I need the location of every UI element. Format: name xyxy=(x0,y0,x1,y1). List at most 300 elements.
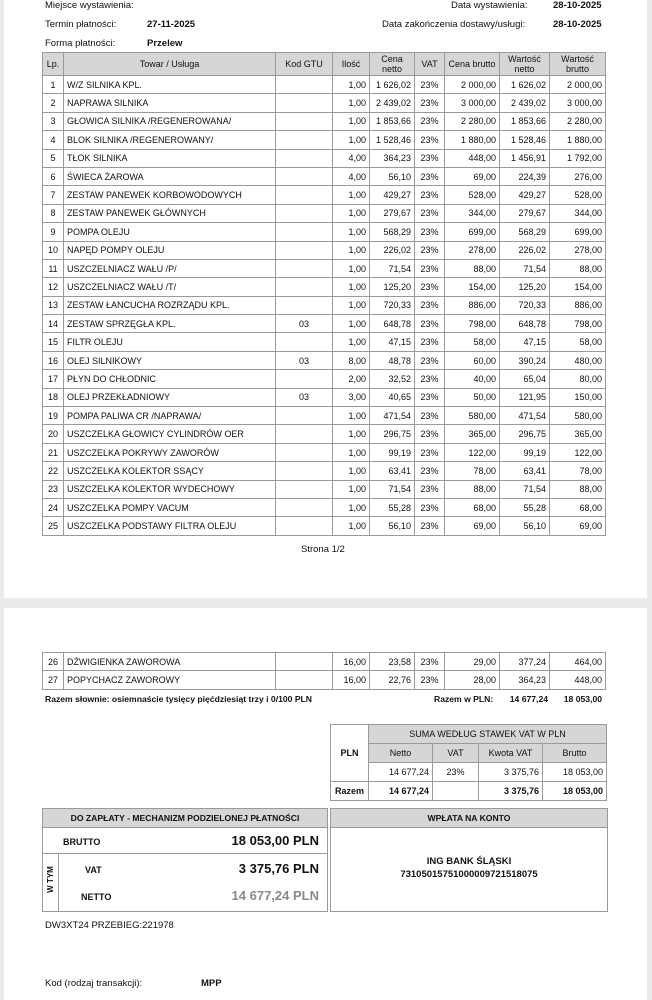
col-net-price: Cena netto xyxy=(370,53,415,76)
cell-gtu xyxy=(276,223,333,241)
table-row xyxy=(43,76,606,94)
table-row xyxy=(43,94,606,112)
cell-net-price: 32,52 xyxy=(370,370,415,388)
cell-gross-price: 29,00 xyxy=(445,653,500,671)
cell-gross-price: 528,00 xyxy=(445,186,500,204)
cell-name: ZESTAW SPRZĘGŁA KPL. xyxy=(64,315,276,333)
cell-net-price: 48,78 xyxy=(370,351,415,369)
cell-gross-price: 69,00 xyxy=(445,167,500,185)
bank-account: 73105015751000009721518075 xyxy=(400,869,538,880)
cell-qty: 3,00 xyxy=(333,388,370,406)
cell-net-value: 63,41 xyxy=(500,462,550,480)
cell-gtu xyxy=(276,498,333,516)
cell-gross-value: 150,00 xyxy=(550,388,606,406)
cell-net-value: 99,19 xyxy=(500,443,550,461)
cell-vat: 23% xyxy=(415,425,445,443)
cell-gtu xyxy=(276,149,333,167)
cell-gtu xyxy=(276,443,333,461)
cell-net-price: 364,23 xyxy=(370,149,415,167)
cell-qty: 4,00 xyxy=(333,149,370,167)
cell-name: PŁYN DO CHŁODNIC xyxy=(64,370,276,388)
cell-name: ZESTAW PANEWEK GŁÓWNYCH xyxy=(64,204,276,222)
cell-vat: 23% xyxy=(415,333,445,351)
cell-name: POPYCHACZ ZAWOROWY xyxy=(64,671,276,689)
payment-net-value: 14 677,24 PLN xyxy=(231,888,319,903)
cell-gtu xyxy=(276,425,333,443)
cell-net-price: 279,67 xyxy=(370,204,415,222)
cell-gross-price: 58,00 xyxy=(445,333,500,351)
col-gtu: Kod GTU xyxy=(276,53,333,76)
cell-gross-price: 278,00 xyxy=(445,241,500,259)
cell-qty: 1,00 xyxy=(333,498,370,516)
cell-net-value: 224,39 xyxy=(500,167,550,185)
table-row xyxy=(43,241,606,259)
cell-gross-value: 798,00 xyxy=(550,315,606,333)
cell-gross-value: 480,00 xyxy=(550,351,606,369)
cell-gross-price: 154,00 xyxy=(445,278,500,296)
cell-net-price: 226,02 xyxy=(370,241,415,259)
cell-gtu xyxy=(276,241,333,259)
cell-gross-value: 1 880,00 xyxy=(550,131,606,149)
cell-vat: 23% xyxy=(415,370,445,388)
cell-name: FILTR OLEJU xyxy=(64,333,276,351)
cell-gross-price: 28,00 xyxy=(445,671,500,689)
cell-lp: 24 xyxy=(43,498,64,516)
cell-qty: 1,00 xyxy=(333,204,370,222)
cell-gross-value: 464,00 xyxy=(550,653,606,671)
cell-gross-price: 3 000,00 xyxy=(445,94,500,112)
cell-gross-value: 88,00 xyxy=(550,259,606,277)
cell-lp: 10 xyxy=(43,241,64,259)
cell-net-value: 47,15 xyxy=(500,333,550,351)
cell-name: OLEJ PRZEKŁADNIOWY xyxy=(64,388,276,406)
cell-gross-price: 798,00 xyxy=(445,315,500,333)
cell-gross-price: 344,00 xyxy=(445,204,500,222)
vat-net: 14 677,24 xyxy=(369,763,433,782)
vehicle-note: DW3XT24 PRZEBIEG:221978 xyxy=(45,920,174,931)
table-row xyxy=(43,112,606,130)
payment-form: Przelew xyxy=(147,38,183,49)
cell-net-price: 568,29 xyxy=(370,223,415,241)
cell-gross-price: 60,00 xyxy=(445,351,500,369)
payment-side-label: W TYM xyxy=(46,866,55,893)
table-row xyxy=(43,370,606,388)
cell-qty: 1,00 xyxy=(333,425,370,443)
table-row xyxy=(43,462,606,480)
cell-gross-price: 88,00 xyxy=(445,480,500,498)
payment-vat-value: 3 375,76 PLN xyxy=(238,861,319,876)
cell-vat: 23% xyxy=(415,498,445,516)
cell-lp: 9 xyxy=(43,223,64,241)
page-number: Strona 1/2 xyxy=(301,544,345,555)
cell-qty: 1,00 xyxy=(333,259,370,277)
cell-qty: 8,00 xyxy=(333,351,370,369)
table-row xyxy=(43,149,606,167)
cell-name: TŁOK SILNIKA xyxy=(64,149,276,167)
cell-gross-price: 580,00 xyxy=(445,407,500,425)
cell-vat: 23% xyxy=(415,462,445,480)
cell-lp: 17 xyxy=(43,370,64,388)
cell-vat: 23% xyxy=(415,223,445,241)
cell-net-value: 568,29 xyxy=(500,223,550,241)
vat-h-gross: Brutto xyxy=(543,744,607,763)
cell-qty: 2,00 xyxy=(333,370,370,388)
col-gross-price: Cena brutto xyxy=(445,53,500,76)
cell-qty: 1,00 xyxy=(333,278,370,296)
cell-net-price: 56,10 xyxy=(370,517,415,535)
cell-name: USZCZELKA PODSTAWY FILTRA OLEJU xyxy=(64,517,276,535)
cell-vat: 23% xyxy=(415,407,445,425)
cell-gtu xyxy=(276,278,333,296)
vat-h-net: Netto xyxy=(369,744,433,763)
cell-gtu: 03 xyxy=(276,351,333,369)
cell-gross-value: 886,00 xyxy=(550,296,606,314)
transaction-code: MPP xyxy=(201,978,222,989)
cell-gross-price: 886,00 xyxy=(445,296,500,314)
cell-name: DŹWIGIENKA ZAWOROWA xyxy=(64,653,276,671)
bank-title: WPŁATA NA KONTO xyxy=(331,809,607,828)
total-in-words: Razem słownie: osiemnaście tysięcy pięćdziesiąt trzy i 0/100 PLN xyxy=(45,694,313,704)
cell-qty: 1,00 xyxy=(333,186,370,204)
cell-name: POMPA PALIWA CR /NAPRAWA/ xyxy=(64,407,276,425)
col-vat: VAT xyxy=(415,53,445,76)
payment-box xyxy=(42,808,328,912)
table-row xyxy=(43,517,606,535)
cell-gross-price: 88,00 xyxy=(445,259,500,277)
cell-gross-value: 699,00 xyxy=(550,223,606,241)
cell-lp: 2 xyxy=(43,94,64,112)
cell-qty: 16,00 xyxy=(333,671,370,689)
cell-net-price: 71,54 xyxy=(370,480,415,498)
payment-title: DO ZAPŁATY - MECHANIZM PODZIELONEJ PŁATNOŚCI xyxy=(43,809,327,828)
table-row xyxy=(43,671,606,689)
cell-vat: 23% xyxy=(415,278,445,296)
col-lp: Lp. xyxy=(43,53,64,76)
cell-vat: 23% xyxy=(415,388,445,406)
cell-gross-value: 68,00 xyxy=(550,498,606,516)
cell-net-value: 377,24 xyxy=(500,653,550,671)
payment-gross-value: 18 053,00 PLN xyxy=(231,833,319,848)
cell-net-value: 390,24 xyxy=(500,351,550,369)
cell-gross-value: 3 000,00 xyxy=(550,94,606,112)
cell-vat: 23% xyxy=(415,671,445,689)
cell-net-price: 125,20 xyxy=(370,278,415,296)
cell-qty: 1,00 xyxy=(333,94,370,112)
cell-vat: 23% xyxy=(415,315,445,333)
cell-gross-value: 276,00 xyxy=(550,167,606,185)
cell-qty: 1,00 xyxy=(333,480,370,498)
table-row xyxy=(43,223,606,241)
vat-summary-table xyxy=(330,724,607,801)
cell-vat: 23% xyxy=(415,653,445,671)
cell-qty: 1,00 xyxy=(333,443,370,461)
cell-lp: 1 xyxy=(43,76,64,94)
cell-gtu xyxy=(276,671,333,689)
payment-gross-label: BRUTTO xyxy=(63,837,101,847)
cell-net-price: 1 528,46 xyxy=(370,131,415,149)
cell-net-value: 65,04 xyxy=(500,370,550,388)
cell-net-price: 1 853,66 xyxy=(370,112,415,130)
due-date: 27-11-2025 xyxy=(147,19,196,30)
cell-qty: 1,00 xyxy=(333,223,370,241)
cell-net-price: 23,58 xyxy=(370,653,415,671)
table-row xyxy=(43,480,606,498)
cell-gross-price: 50,00 xyxy=(445,388,500,406)
cell-lp: 5 xyxy=(43,149,64,167)
vat-total-gross: 18 053,00 xyxy=(543,782,607,801)
vat-total-net: 14 677,24 xyxy=(369,782,433,801)
cell-gross-value: 2 000,00 xyxy=(550,76,606,94)
cell-name: OLEJ SILNIKOWY xyxy=(64,351,276,369)
cell-lp: 18 xyxy=(43,388,64,406)
cell-lp: 8 xyxy=(43,204,64,222)
sum-net: 14 677,24 xyxy=(509,694,548,704)
cell-net-price: 471,54 xyxy=(370,407,415,425)
table-row xyxy=(43,333,606,351)
cell-net-value: 2 439,02 xyxy=(500,94,550,112)
cell-vat: 23% xyxy=(415,296,445,314)
cell-lp: 12 xyxy=(43,278,64,296)
cell-gtu xyxy=(276,407,333,425)
cell-name: POMPA OLEJU xyxy=(64,223,276,241)
cell-net-value: 720,33 xyxy=(500,296,550,314)
cell-qty: 1,00 xyxy=(333,76,370,94)
items-table xyxy=(42,52,606,536)
table-row xyxy=(43,351,606,369)
cell-vat: 23% xyxy=(415,259,445,277)
cell-vat: 23% xyxy=(415,443,445,461)
vat-summary-title: SUMA WEDŁUG STAWEK VAT W PLN xyxy=(369,725,607,744)
cell-name: USZCZELNIACZ WAŁU /T/ xyxy=(64,278,276,296)
cell-lp: 25 xyxy=(43,517,64,535)
cell-qty: 1,00 xyxy=(333,296,370,314)
cell-gross-price: 69,00 xyxy=(445,517,500,535)
cell-gross-price: 40,00 xyxy=(445,370,500,388)
cell-gross-price: 68,00 xyxy=(445,498,500,516)
cell-net-price: 71,54 xyxy=(370,259,415,277)
sum-label: Razem w PLN: xyxy=(434,694,494,704)
cell-lp: 7 xyxy=(43,186,64,204)
cell-vat: 23% xyxy=(415,94,445,112)
cell-qty: 1,00 xyxy=(333,333,370,351)
cell-gtu xyxy=(276,462,333,480)
cell-gross-value: 78,00 xyxy=(550,462,606,480)
cell-gross-value: 2 280,00 xyxy=(550,112,606,130)
cell-qty: 1,00 xyxy=(333,112,370,130)
table-row xyxy=(43,498,606,516)
cell-name: ZESTAW ŁANCUCHA ROZRZĄDU KPL. xyxy=(64,296,276,314)
payment-vat-label: VAT xyxy=(85,865,102,875)
table-row xyxy=(43,296,606,314)
cell-gross-price: 1 880,00 xyxy=(445,131,500,149)
cell-name: W/Z SILNIKA KPL. xyxy=(64,76,276,94)
cell-net-value: 226,02 xyxy=(500,241,550,259)
cell-gtu xyxy=(276,204,333,222)
cell-gtu xyxy=(276,296,333,314)
cell-gross-value: 344,00 xyxy=(550,204,606,222)
cell-vat: 23% xyxy=(415,186,445,204)
cell-gtu: 03 xyxy=(276,388,333,406)
cell-net-value: 1 853,66 xyxy=(500,112,550,130)
due-date-label: Termin płatności: xyxy=(45,19,117,30)
cell-lp: 21 xyxy=(43,443,64,461)
cell-net-value: 55,28 xyxy=(500,498,550,516)
invoice-page-2 xyxy=(4,608,647,1000)
cell-net-price: 296,75 xyxy=(370,425,415,443)
cell-name: USZCZELKA KOLEKTOR WYDECHOWY xyxy=(64,480,276,498)
sum-gross: 18 053,00 xyxy=(563,694,602,704)
table-row xyxy=(43,653,606,671)
cell-vat: 23% xyxy=(415,204,445,222)
cell-name: USZCZELKA KOLEKTOR SSĄCY xyxy=(64,462,276,480)
cell-gtu xyxy=(276,76,333,94)
cell-lp: 19 xyxy=(43,407,64,425)
cell-net-price: 22,76 xyxy=(370,671,415,689)
cell-vat: 23% xyxy=(415,351,445,369)
cell-net-price: 56,10 xyxy=(370,167,415,185)
cell-net-price: 1 626,02 xyxy=(370,76,415,94)
cell-vat: 23% xyxy=(415,131,445,149)
col-qty: Ilość xyxy=(333,53,370,76)
cell-lp: 11 xyxy=(43,259,64,277)
bank-name: ING BANK ŚLĄSKI xyxy=(426,856,512,867)
payment-side-column xyxy=(43,853,59,911)
cell-gross-value: 448,00 xyxy=(550,671,606,689)
cell-lp: 23 xyxy=(43,480,64,498)
cell-vat: 23% xyxy=(415,517,445,535)
cell-gross-value: 278,00 xyxy=(550,241,606,259)
cell-lp: 20 xyxy=(43,425,64,443)
cell-name: USZCZELKA GŁOWICY CYLINDRÓW OER xyxy=(64,425,276,443)
cell-gross-price: 2 280,00 xyxy=(445,112,500,130)
cell-gross-value: 1 792,00 xyxy=(550,149,606,167)
cell-net-value: 71,54 xyxy=(500,259,550,277)
cell-gross-value: 69,00 xyxy=(550,517,606,535)
col-net-value: Wartość netto xyxy=(500,53,550,76)
table-row xyxy=(43,315,606,333)
cell-net-price: 2 439,02 xyxy=(370,94,415,112)
cell-vat: 23% xyxy=(415,149,445,167)
cell-qty: 1,00 xyxy=(333,462,370,480)
vat-h-rate: VAT xyxy=(433,744,479,763)
vat-rate: 23% xyxy=(433,763,479,782)
cell-qty: 16,00 xyxy=(333,653,370,671)
cell-name: NAPĘD POMPY OLEJU xyxy=(64,241,276,259)
cell-name: NAPRAWA SILNIKA xyxy=(64,94,276,112)
table-row xyxy=(43,259,606,277)
cell-name: USZCZELKA POKRYWY ZAWORÓW xyxy=(64,443,276,461)
table-row xyxy=(43,186,606,204)
invoice-page-1 xyxy=(4,0,647,598)
cell-gross-price: 78,00 xyxy=(445,462,500,480)
cell-gtu xyxy=(276,167,333,185)
cell-name: USZCZELNIACZ WAŁU /P/ xyxy=(64,259,276,277)
cell-lp: 14 xyxy=(43,315,64,333)
col-name: Towar / Usługa xyxy=(64,53,276,76)
cell-lp: 6 xyxy=(43,167,64,185)
cell-gross-value: 154,00 xyxy=(550,278,606,296)
vat-total-label: Razem xyxy=(331,782,369,801)
cell-net-value: 1 626,02 xyxy=(500,76,550,94)
cell-gtu xyxy=(276,186,333,204)
cell-gross-value: 528,00 xyxy=(550,186,606,204)
issue-date: 28-10-2025 xyxy=(553,0,602,11)
cell-gross-value: 365,00 xyxy=(550,425,606,443)
cell-net-value: 471,54 xyxy=(500,407,550,425)
cell-net-value: 279,67 xyxy=(500,204,550,222)
cell-lp: 3 xyxy=(43,112,64,130)
cell-name: ŚWIECA ŻAROWA xyxy=(64,167,276,185)
cell-gtu xyxy=(276,480,333,498)
cell-qty: 4,00 xyxy=(333,167,370,185)
cell-net-price: 63,41 xyxy=(370,462,415,480)
cell-gtu xyxy=(276,259,333,277)
cell-vat: 23% xyxy=(415,241,445,259)
cell-net-price: 99,19 xyxy=(370,443,415,461)
cell-gtu xyxy=(276,517,333,535)
cell-vat: 23% xyxy=(415,480,445,498)
cell-lp: 15 xyxy=(43,333,64,351)
table-row xyxy=(43,131,606,149)
vat-currency: PLN xyxy=(331,725,369,782)
cell-qty: 1,00 xyxy=(333,315,370,333)
cell-lp: 16 xyxy=(43,351,64,369)
cell-name: ZESTAW PANEWEK KORBOWODOWYCH xyxy=(64,186,276,204)
cell-gtu xyxy=(276,653,333,671)
items-table-header xyxy=(43,53,606,76)
cell-gross-value: 580,00 xyxy=(550,407,606,425)
cell-gross-value: 122,00 xyxy=(550,443,606,461)
issue-date-label: Data wystawienia: xyxy=(451,0,528,11)
payment-form-label: Forma płatności: xyxy=(45,38,116,49)
cell-net-price: 40,65 xyxy=(370,388,415,406)
cell-gtu xyxy=(276,131,333,149)
cell-qty: 1,00 xyxy=(333,131,370,149)
delivery-date: 28-10-2025 xyxy=(553,19,602,30)
payment-net-label: NETTO xyxy=(81,892,112,902)
cell-gross-price: 2 000,00 xyxy=(445,76,500,94)
items-table-continued xyxy=(42,652,606,690)
cell-lp: 4 xyxy=(43,131,64,149)
cell-net-price: 55,28 xyxy=(370,498,415,516)
table-row xyxy=(43,388,606,406)
cell-gtu: 03 xyxy=(276,315,333,333)
cell-qty: 1,00 xyxy=(333,407,370,425)
table-row xyxy=(43,425,606,443)
cell-vat: 23% xyxy=(415,76,445,94)
cell-gross-value: 58,00 xyxy=(550,333,606,351)
cell-net-value: 71,54 xyxy=(500,480,550,498)
cell-net-value: 296,75 xyxy=(500,425,550,443)
table-row xyxy=(43,167,606,185)
cell-gtu xyxy=(276,370,333,388)
cell-gross-value: 88,00 xyxy=(550,480,606,498)
cell-gtu xyxy=(276,333,333,351)
cell-lp: 22 xyxy=(43,462,64,480)
cell-name: GŁOWICA SILNIKA /REGENEROWANA/ xyxy=(64,112,276,130)
cell-net-value: 429,27 xyxy=(500,186,550,204)
cell-lp: 26 xyxy=(43,653,64,671)
cell-lp: 13 xyxy=(43,296,64,314)
cell-gross-value: 80,00 xyxy=(550,370,606,388)
transaction-code-label: Kod (rodzaj transakcji): xyxy=(45,978,143,989)
cell-net-price: 720,33 xyxy=(370,296,415,314)
cell-net-value: 125,20 xyxy=(500,278,550,296)
cell-gross-price: 448,00 xyxy=(445,149,500,167)
vat-total-vat: 3 375,76 xyxy=(479,782,543,801)
bank-box xyxy=(330,808,608,912)
vat-gross: 18 053,00 xyxy=(543,763,607,782)
